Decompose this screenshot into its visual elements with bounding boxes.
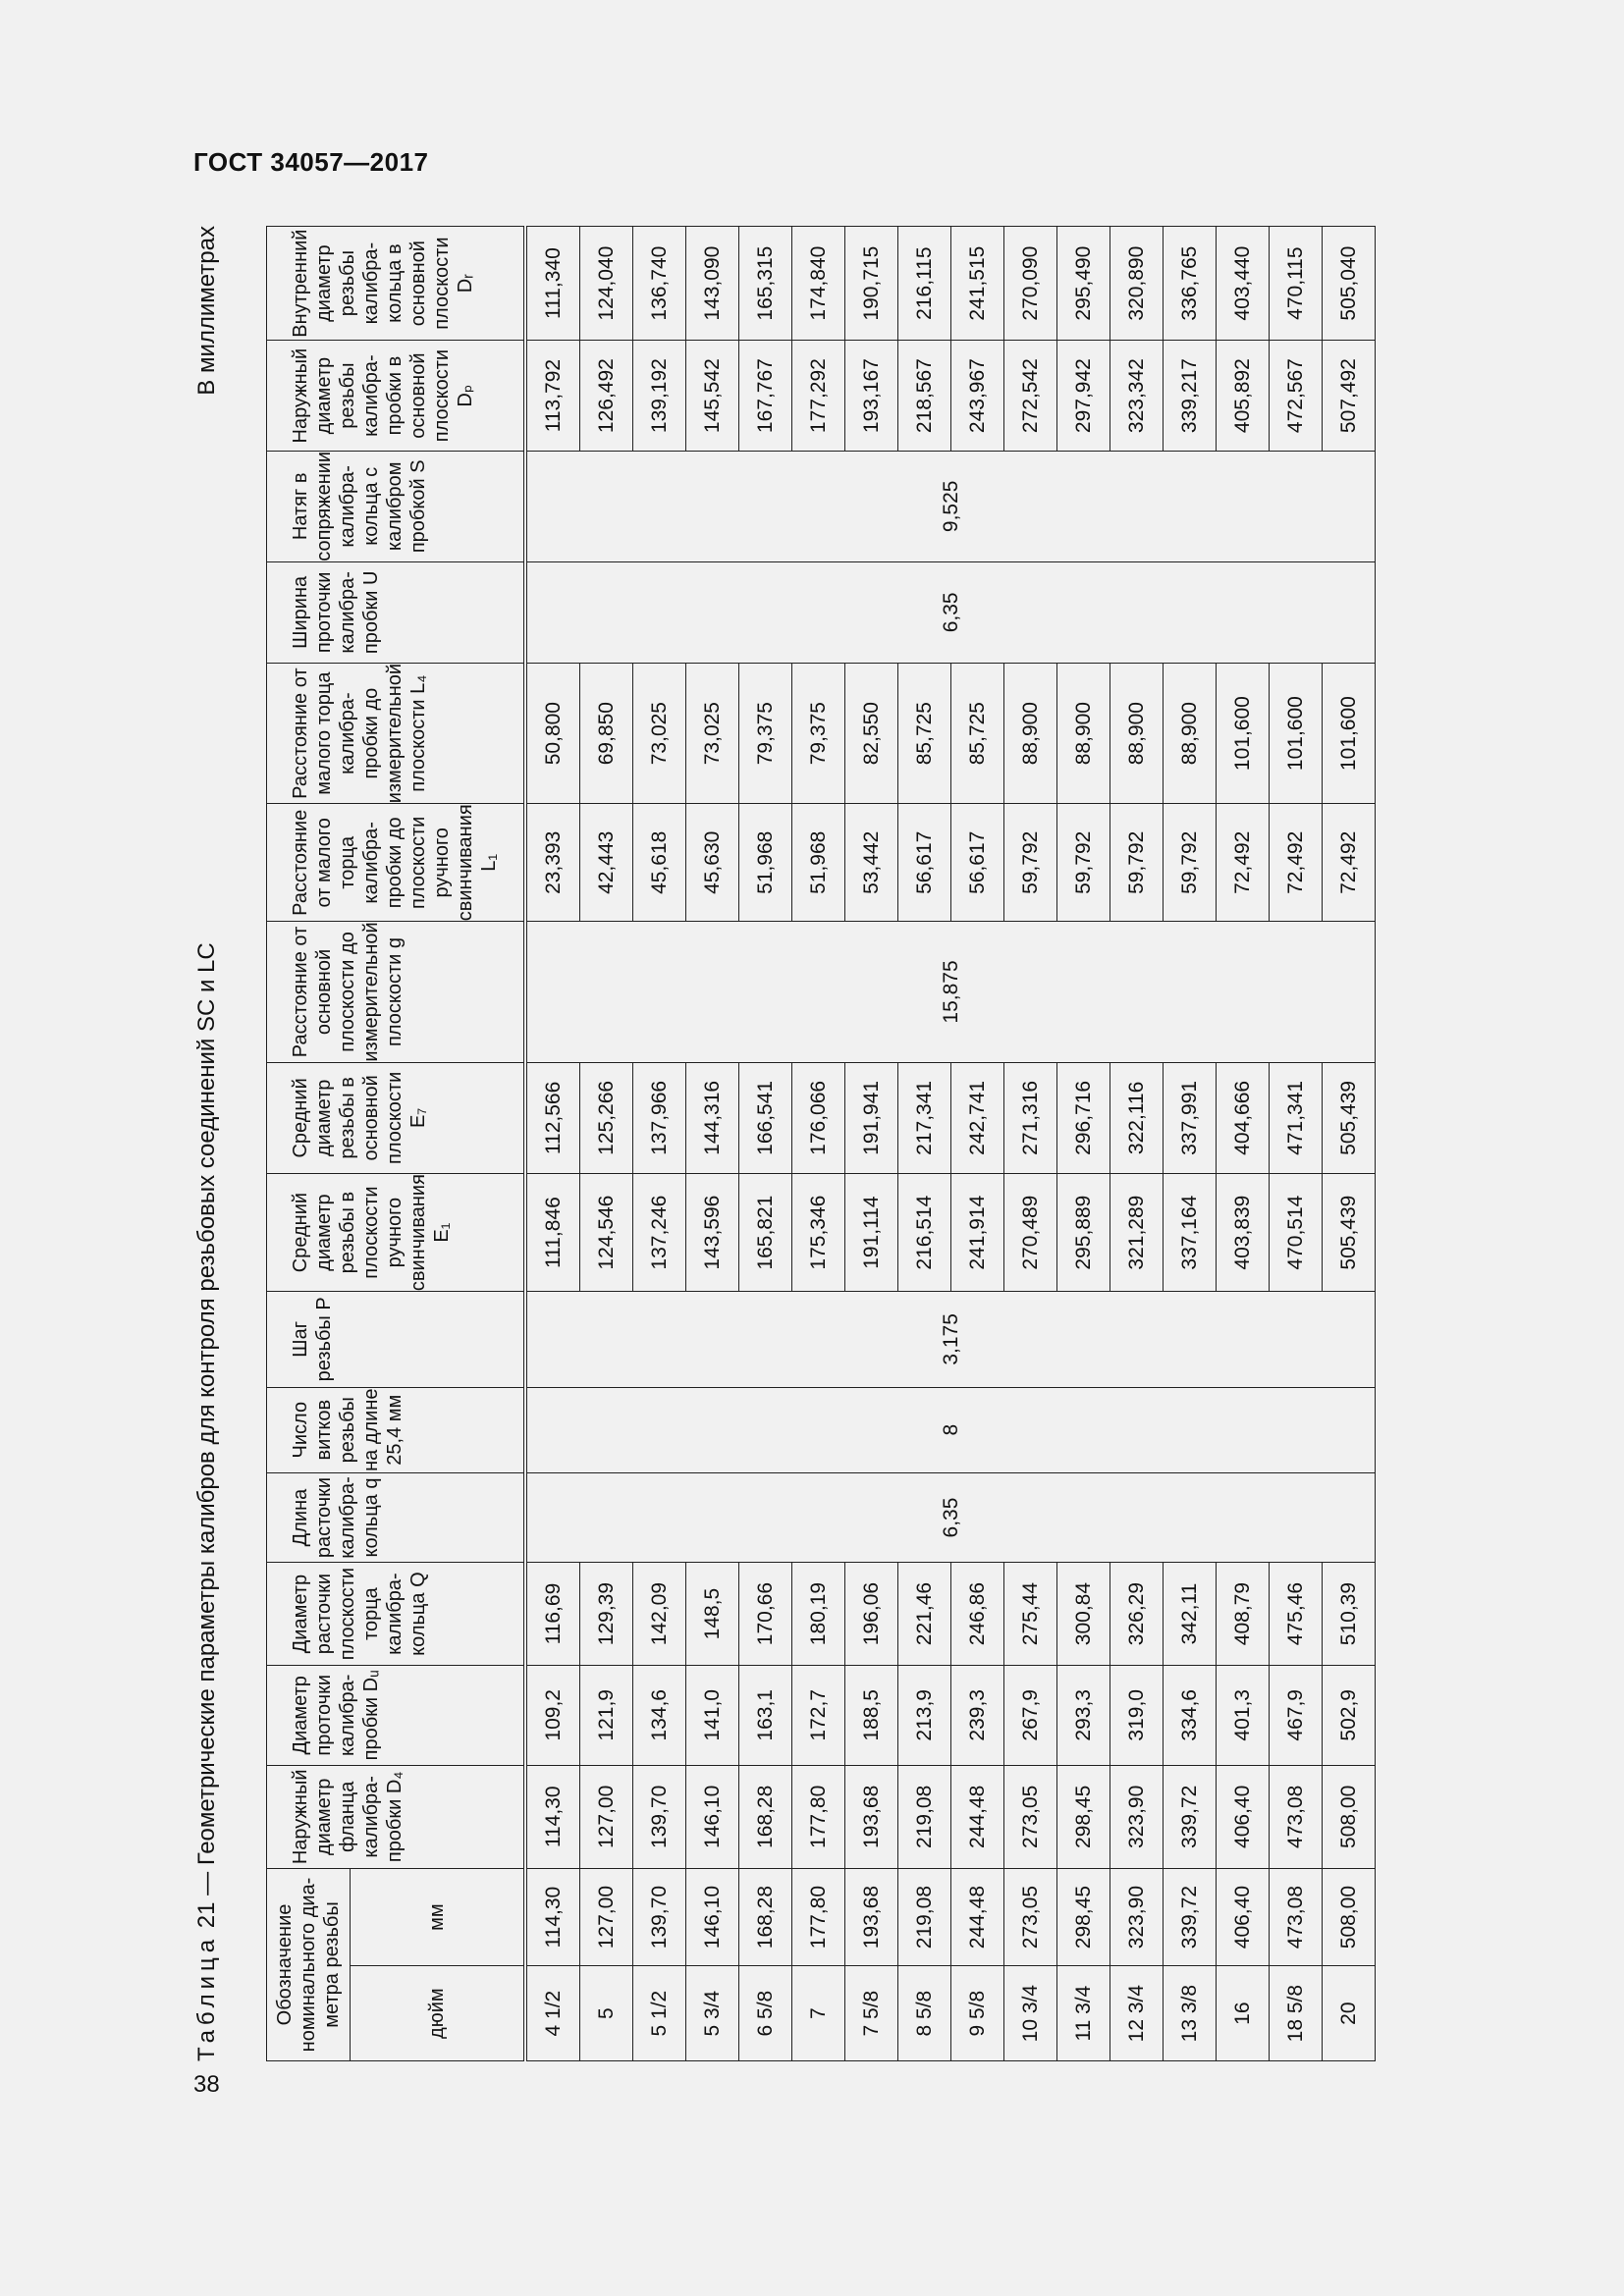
header-dp: Наружный диаметр резьбы калибра-пробки в основной плоскости Dₚ (267, 341, 526, 452)
cell-e7: 112,566 (525, 1062, 580, 1173)
cell-inch: 4 1/2 (525, 1966, 580, 2061)
units-note: В миллиметрах (193, 226, 220, 396)
cell-dp: 177,292 (792, 341, 845, 452)
header-turns: Число витков резьбы на длине 25,4 мм (267, 1387, 526, 1472)
cell-dr: 216,115 (898, 227, 951, 341)
cell-mm: 406,40 (1217, 1868, 1270, 1965)
cell-q: 142,09 (633, 1563, 686, 1666)
header-pitch: Шаг резьбы P (267, 1292, 526, 1387)
cell-du: 401,3 (1217, 1665, 1270, 1765)
cell-l4: 101,600 (1270, 663, 1323, 803)
cell-l4: 50,800 (525, 663, 580, 803)
cell-e1: 165,821 (739, 1174, 792, 1292)
cell-e1: 191,114 (845, 1174, 898, 1292)
cell-d4: 139,70 (633, 1765, 686, 1868)
cell-e1: 175,346 (792, 1174, 845, 1292)
cell-q: 342,11 (1164, 1563, 1217, 1666)
cell-du: 109,2 (525, 1665, 580, 1765)
cell-mm: 323,90 (1110, 1868, 1164, 1965)
header-inch: дюйм (351, 1966, 526, 2061)
cell-l4: 79,375 (739, 663, 792, 803)
cell-q: 510,39 (1323, 1563, 1376, 1666)
cell-q: 170,66 (739, 1563, 792, 1666)
cell-dr: 124,040 (580, 227, 633, 341)
header-d4: Наружный диаметр фланца калибра-пробки D₄ (267, 1765, 526, 1868)
header-e7: Средний диаметр резьбы в основной плоскости E₇ (267, 1062, 526, 1173)
cell-mm: 139,70 (633, 1868, 686, 1965)
cell-dr: 336,765 (1164, 227, 1217, 341)
cell-l4: 69,850 (580, 663, 633, 803)
cell-du: 163,1 (739, 1665, 792, 1765)
cell-e1: 270,489 (1004, 1174, 1057, 1292)
cell-inch: 7 5/8 (845, 1966, 898, 2061)
cell-dp: 218,567 (898, 341, 951, 452)
cell-inch: 12 3/4 (1110, 1966, 1164, 2061)
cell-inch: 16 (1217, 1966, 1270, 2061)
header-du: Диаметр проточки калибра-пробки Dᵤ (267, 1665, 526, 1765)
cell-dr: 190,715 (845, 227, 898, 341)
cell-dp: 193,167 (845, 341, 898, 452)
cell-s-common: 9,525 (525, 451, 1376, 561)
cell-q: 116,69 (525, 1563, 580, 1666)
cell-l4: 79,375 (792, 663, 845, 803)
cell-dr: 505,040 (1323, 227, 1376, 341)
cell-q: 180,19 (792, 1563, 845, 1666)
cell-q: 475,46 (1270, 1563, 1323, 1666)
cell-e7: 166,541 (739, 1062, 792, 1173)
cell-d4: 127,00 (580, 1765, 633, 1868)
cell-du: 334,6 (1164, 1665, 1217, 1765)
cell-inch: 11 3/4 (1057, 1966, 1110, 2061)
cell-du: 267,9 (1004, 1665, 1057, 1765)
cell-d4: 473,08 (1270, 1765, 1323, 1868)
cell-mm: 193,68 (845, 1868, 898, 1965)
cell-q: 408,79 (1217, 1563, 1270, 1666)
cell-l4: 85,725 (951, 663, 1004, 803)
cell-inch: 5 (580, 1966, 633, 2061)
header-g: Расстояние от основной плоскости до измерительной плоскости g (267, 922, 526, 1062)
cell-inch: 7 (792, 1966, 845, 2061)
cell-l1: 51,968 (792, 804, 845, 922)
cell-dr: 241,515 (951, 227, 1004, 341)
cell-du: 293,3 (1057, 1665, 1110, 1765)
cell-dp: 126,492 (580, 341, 633, 452)
cell-mm: 339,72 (1164, 1868, 1217, 1965)
cell-e7: 176,066 (792, 1062, 845, 1173)
cell-e7: 144,316 (686, 1062, 739, 1173)
cell-dr: 111,340 (525, 227, 580, 341)
cell-l4: 73,025 (686, 663, 739, 803)
cell-q: 148,5 (686, 1563, 739, 1666)
page-number: 38 (193, 2071, 220, 2098)
cell-q: 326,29 (1110, 1563, 1164, 1666)
cell-l4: 85,725 (898, 663, 951, 803)
cell-e7: 217,341 (898, 1062, 951, 1173)
cell-d4: 219,08 (898, 1765, 951, 1868)
cell-q: 221,46 (898, 1563, 951, 1666)
header-s: Натяг в сопряжении калибра-кольца с калибром пробкой S (267, 451, 526, 561)
cell-du: 467,9 (1270, 1665, 1323, 1765)
cell-l1: 56,617 (898, 804, 951, 922)
cell-du: 239,3 (951, 1665, 1004, 1765)
header-mm: мм (351, 1868, 526, 1965)
cell-q: 196,06 (845, 1563, 898, 1666)
cell-e1: 124,546 (580, 1174, 633, 1292)
cell-du: 319,0 (1110, 1665, 1164, 1765)
cell-mm: 127,00 (580, 1868, 633, 1965)
cell-mm: 473,08 (1270, 1868, 1323, 1965)
cell-e7: 404,666 (1217, 1062, 1270, 1173)
document-header: ГОСТ 34057—2017 (193, 147, 429, 177)
cell-d4: 193,68 (845, 1765, 898, 1868)
header-u: Ширина проточки калибра-пробки U (267, 561, 526, 663)
cell-d4: 406,40 (1217, 1765, 1270, 1868)
cell-du: 121,9 (580, 1665, 633, 1765)
cell-q: 300,84 (1057, 1563, 1110, 1666)
cell-l4: 82,550 (845, 663, 898, 803)
cell-dr: 143,090 (686, 227, 739, 341)
cell-dr: 270,090 (1004, 227, 1057, 341)
cell-e1: 111,846 (525, 1174, 580, 1292)
cell-dp: 323,342 (1110, 341, 1164, 452)
cell-l1: 56,617 (951, 804, 1004, 922)
rotated-table-block (193, 226, 1509, 2061)
cell-l1: 72,492 (1270, 804, 1323, 922)
header-l1: Расстояние от малого торца калибра-пробки до плоскости ручного свинчивания L₁ (267, 804, 526, 922)
cell-pitch-common: 3,175 (525, 1292, 1376, 1387)
cell-l1: 42,443 (580, 804, 633, 922)
cell-e7: 137,966 (633, 1062, 686, 1173)
cell-inch: 9 5/8 (951, 1966, 1004, 2061)
cell-dp: 113,792 (525, 341, 580, 452)
cell-e7: 505,439 (1323, 1062, 1376, 1173)
cell-du: 502,9 (1323, 1665, 1376, 1765)
cell-dp: 405,892 (1217, 341, 1270, 452)
cell-dr: 470,115 (1270, 227, 1323, 341)
cell-e1: 321,289 (1110, 1174, 1164, 1292)
cell-g-common: 15,875 (525, 922, 1376, 1062)
header-dr: Внутренний диаметр резьбы калибра-кольца в основной плоскости Dᵣ (267, 227, 526, 341)
cell-dr: 136,740 (633, 227, 686, 341)
cell-dp: 243,967 (951, 341, 1004, 452)
cell-l1: 45,618 (633, 804, 686, 922)
cell-l1: 72,492 (1217, 804, 1270, 922)
cell-l4: 73,025 (633, 663, 686, 803)
cell-l1: 59,792 (1004, 804, 1057, 922)
cell-d4: 508,00 (1323, 1765, 1376, 1868)
cell-l4: 88,900 (1057, 663, 1110, 803)
cell-d4: 273,05 (1004, 1765, 1057, 1868)
cell-e7: 322,116 (1110, 1062, 1164, 1173)
cell-dp: 507,492 (1323, 341, 1376, 452)
cell-e7: 191,941 (845, 1062, 898, 1173)
cell-e7: 471,341 (1270, 1062, 1323, 1173)
cell-du: 213,9 (898, 1665, 951, 1765)
cell-inch: 5 3/4 (686, 1966, 739, 2061)
table-caption (193, 942, 221, 2061)
cell-du: 141,0 (686, 1665, 739, 1765)
cell-mm: 114,30 (525, 1868, 580, 1965)
cell-e1: 137,246 (633, 1174, 686, 1292)
header-e1: Средний диаметр резьбы в плоскости ручного свинчивания E₁ (267, 1174, 526, 1292)
cell-l4: 88,900 (1164, 663, 1217, 803)
cell-dp: 139,192 (633, 341, 686, 452)
header-q-small: Длина расточки калибра-кольца q (267, 1472, 526, 1562)
cell-d4: 114,30 (525, 1765, 580, 1868)
cell-q: 246,86 (951, 1563, 1004, 1666)
cell-mm: 168,28 (739, 1868, 792, 1965)
cell-e1: 505,439 (1323, 1174, 1376, 1292)
cell-dr: 320,890 (1110, 227, 1164, 341)
cell-mm: 219,08 (898, 1868, 951, 1965)
cell-e1: 470,514 (1270, 1174, 1323, 1292)
cell-e7: 125,266 (580, 1062, 633, 1173)
cell-d4: 339,72 (1164, 1765, 1217, 1868)
cell-dp: 472,567 (1270, 341, 1323, 452)
cell-inch: 8 5/8 (898, 1966, 951, 2061)
cell-l1: 45,630 (686, 804, 739, 922)
caption-prefix: Таблица (193, 1934, 220, 2061)
cell-l1: 59,792 (1057, 804, 1110, 922)
cell-dp: 167,767 (739, 341, 792, 452)
cell-q: 129,39 (580, 1563, 633, 1666)
cell-e1: 403,839 (1217, 1174, 1270, 1292)
cell-d4: 177,80 (792, 1765, 845, 1868)
cell-du: 134,6 (633, 1665, 686, 1765)
cell-d4: 244,48 (951, 1765, 1004, 1868)
cell-dp: 339,217 (1164, 341, 1217, 452)
cell-d4: 146,10 (686, 1765, 739, 1868)
cell-inch: 6 5/8 (739, 1966, 792, 2061)
header-q-big: Диаметр расточки плоскости торца калибра-кольца Q (267, 1563, 526, 1666)
cell-l4: 88,900 (1004, 663, 1057, 803)
table-header-row (267, 227, 351, 2061)
gauge-parameters-table (266, 226, 1376, 2061)
cell-dp: 145,542 (686, 341, 739, 452)
cell-l1: 51,968 (739, 804, 792, 922)
cell-u-common: 6,35 (525, 561, 1376, 663)
cell-l1: 59,792 (1164, 804, 1217, 922)
cell-mm: 273,05 (1004, 1868, 1057, 1965)
cell-dr: 403,440 (1217, 227, 1270, 341)
caption-number: 21 (193, 1901, 220, 1929)
cell-d4: 298,45 (1057, 1765, 1110, 1868)
cell-mm: 177,80 (792, 1868, 845, 1965)
cell-e1: 337,164 (1164, 1174, 1217, 1292)
header-l4: Расстояние от малого торца калибра-пробки до измерительной плоскости L₄ (267, 663, 526, 803)
cell-dp: 297,942 (1057, 341, 1110, 452)
cell-e7: 337,991 (1164, 1062, 1217, 1173)
cell-l1: 72,492 (1323, 804, 1376, 922)
cell-inch: 13 3/8 (1164, 1966, 1217, 2061)
cell-l1: 23,393 (525, 804, 580, 922)
cell-q: 275,44 (1004, 1563, 1057, 1666)
cell-du: 188,5 (845, 1665, 898, 1765)
cell-e1: 143,596 (686, 1174, 739, 1292)
cell-dr: 295,490 (1057, 227, 1110, 341)
cell-dr: 165,315 (739, 227, 792, 341)
cell-inch: 18 5/8 (1270, 1966, 1323, 2061)
cell-d4: 168,28 (739, 1765, 792, 1868)
cell-e7: 296,716 (1057, 1062, 1110, 1173)
cell-mm: 298,45 (1057, 1868, 1110, 1965)
cell-d4: 323,90 (1110, 1765, 1164, 1868)
cell-e1: 216,514 (898, 1174, 951, 1292)
cell-inch: 5 1/2 (633, 1966, 686, 2061)
cell-dr: 174,840 (792, 227, 845, 341)
cell-l1: 59,792 (1110, 804, 1164, 922)
cell-inch: 10 3/4 (1004, 1966, 1057, 2061)
cell-e1: 295,889 (1057, 1174, 1110, 1292)
cell-l1: 53,442 (845, 804, 898, 922)
cell-l4: 101,600 (1323, 663, 1376, 803)
table-row (525, 227, 580, 2061)
cell-du: 172,7 (792, 1665, 845, 1765)
cell-l4: 101,600 (1217, 663, 1270, 803)
cell-inch: 20 (1323, 1966, 1376, 2061)
cell-q-small-common: 6,35 (525, 1472, 1376, 1562)
cell-e1: 241,914 (951, 1174, 1004, 1292)
cell-dp: 272,542 (1004, 341, 1057, 452)
header-designation: Обозначение номинального диа-метра резьбы (267, 1868, 351, 2060)
cell-turns-common: 8 (525, 1387, 1376, 1472)
cell-mm: 244,48 (951, 1868, 1004, 1965)
cell-e7: 271,316 (1004, 1062, 1057, 1173)
cell-e7: 242,741 (951, 1062, 1004, 1173)
cell-mm: 146,10 (686, 1868, 739, 1965)
cell-mm: 508,00 (1323, 1868, 1376, 1965)
caption-title: — Геометрические параметры калибров для контроля резьбовых соединений SC и LC (193, 942, 220, 1896)
cell-l4: 88,900 (1110, 663, 1164, 803)
